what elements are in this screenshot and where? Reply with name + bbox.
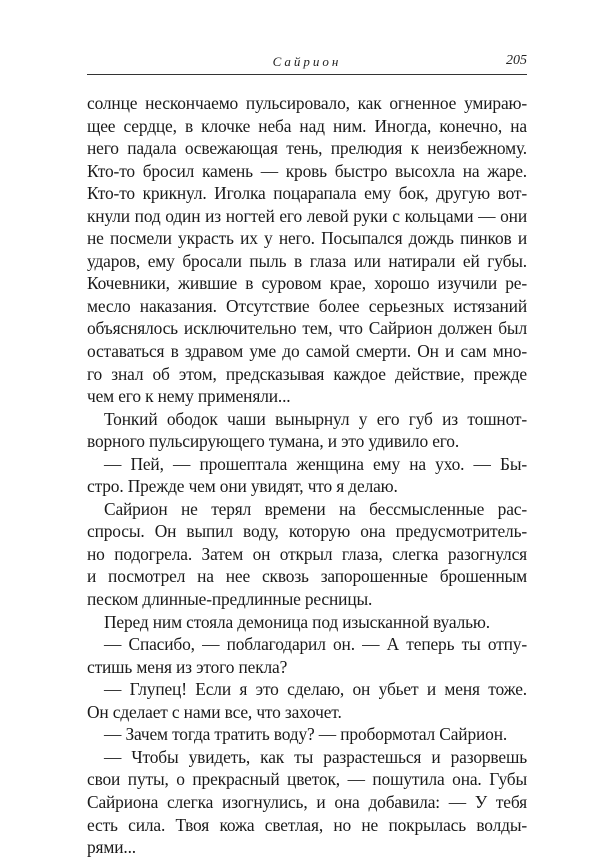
body-text [87, 92, 527, 859]
text-line: кнули под один из ногтей его левой руки с кольцами — они [87, 205, 527, 226]
text-line: не посмели украсть их у него. Посыпался дождь пинков и [87, 228, 527, 249]
text-line: объяснялось исключительно тем, что Сайрион должен был [87, 318, 527, 339]
text-line: чем его к нему применяли... [87, 386, 291, 407]
text-line: оставаться в здравом уме до самой смерти. Он и сам мно- [87, 341, 527, 362]
text-line: и посмотрел на нее сквозь запорошенные брошенным [87, 566, 527, 587]
running-header [87, 52, 527, 75]
text-line: есть сила. Твоя кожа светлая, но не покрылась волды- [87, 814, 527, 835]
text-line: ворного пульсирующего тумана, и это удивило его. [87, 431, 460, 452]
text-line: щее сердце, в клочке неба над ним. Иногда, конечно, на [87, 115, 527, 136]
text-line: Тонкий ободок чаши вынырнул у его губ из тошнот- [104, 408, 527, 429]
text-line: него падала освежающая тень, прелюдия к неизбежному. [87, 138, 527, 159]
text-line: месло наказания. Отсутствие более серьезных истязаний [87, 295, 527, 316]
text-line: песком длинные-предлинные ресницы. [87, 589, 373, 610]
text-line: но подогрела. Затем он открыл глаза, слегка разогнулся [87, 543, 527, 564]
text-line: стро. Прежде чем они увидят, что я делаю. [87, 476, 398, 497]
text-line: Кто-то крикнул. Иголка поцарапала ему бок, другую вот- [87, 183, 527, 204]
text-line: ударов, ему бросали пыль в глаза или натирали ей губы. [87, 250, 527, 271]
text-line: — Глупец! Если я это сделаю, он убьет и меня тоже. [104, 679, 527, 700]
text-line: Он сделает с нами все, что захочет. [87, 701, 342, 722]
text-line: — Чтобы увидеть, как ты разрастешься и разорвешь [104, 746, 527, 767]
text-line: спросы. Он выпил воду, которую она предусмотритель- [87, 521, 527, 542]
page-number: 205 [506, 53, 527, 68]
text-line: Кто-то бросил камень — кровь быстро высохла на жаре. [87, 160, 527, 181]
text-line: рями... [87, 837, 136, 858]
text-line: Кочевники, жившие в суровом крае, хорошо изучили ре- [87, 273, 527, 294]
text-line: — Спасибо, — поблагодарил он. — А теперь ты отпу- [104, 634, 527, 655]
text-line: Перед ним стояла демоница под изысканной вуалью. [104, 611, 490, 632]
text-line: свои путы, о прекрасный цветок, — пошутила она. Губы [87, 769, 527, 790]
text-line: — Зачем тогда тратить воду? — пробормотал Сайрион. [104, 724, 508, 745]
text-line: стишь меня из этого пекла? [87, 656, 288, 677]
text-line: Сайриона слегка изогнулись, и она добавила: — У тебя [87, 791, 527, 812]
text-line: солнце нескончаемо пульсировало, как огненное умираю- [87, 93, 527, 113]
text-line: — Пей, — прошептала женщина ему на ухо. — Бы- [104, 453, 527, 474]
running-title: Сайрион [272, 54, 342, 69]
text-line: го знал об этом, предсказывая каждое действие, прежде [87, 363, 527, 384]
text-line: Сайрион не терял времени на бессмысленные рас- [104, 498, 527, 519]
